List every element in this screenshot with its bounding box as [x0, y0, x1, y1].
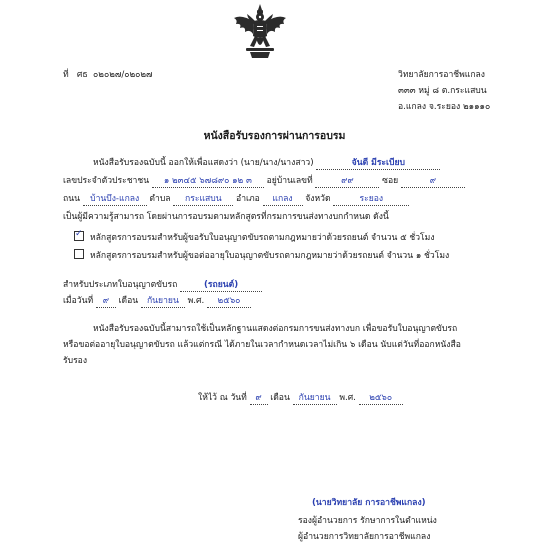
road-value: บ้านบึง-แกลง: [83, 194, 147, 206]
license-date-line: [63, 296, 251, 308]
road-line: [63, 194, 409, 206]
district-label: อำเภอ: [236, 194, 260, 204]
issued-year-label: พ.ศ.: [339, 393, 356, 403]
license-year-label: พ.ศ.: [187, 296, 205, 306]
signer-position-2: ผู้อำนวยการวิทยาลัยการอาชีพแกลง: [298, 532, 431, 542]
signer-position-1: รองผู้อำนวยการ รักษาการในตำแหน่ง: [298, 516, 437, 526]
doc-number-value: ๐๒๐๒๗/๐๒๐๒๗: [93, 70, 153, 80]
soi-value: ๙: [401, 176, 465, 188]
province-value: ระยอง: [333, 194, 409, 206]
license-type-value: (รถยนต์): [180, 280, 262, 292]
issued-date-line: [198, 393, 403, 405]
house-value: ๙๙: [315, 176, 379, 188]
doc-number: [63, 70, 153, 81]
course-1-label: หลักสูตรการอบรมสำหรับผู้ขอรับใบอนุญาตขับรถตามกฎหมายว่าด้วยรถยนต์ จำนวน ๕ ชั่วโมง: [90, 233, 435, 243]
course-option-2[interactable]: [74, 249, 449, 262]
intro-label: หนังสือรับรองฉบับนี้ ออกให้เพื่อแสดงว่า (นาย/นาง/นางสาว): [93, 158, 314, 168]
address-line-2: อ.แกลง จ.ระยอง ๒๑๑๑๐: [398, 102, 491, 112]
house-label: อยู่บ้านเลขที่: [266, 176, 313, 186]
province-label: จังหวัด: [305, 194, 331, 204]
license-type-line: [63, 280, 262, 292]
doc-number-prefix: ศธ: [76, 70, 88, 80]
district-value: แกลง: [263, 194, 303, 206]
issued-day: ๙: [250, 393, 268, 405]
signer-name: (นายวิทยาลัย การอาชีพแกลง): [312, 498, 426, 508]
address-line-1: ๓๓๓ หมู่ ๘ ต.กระแสบน: [398, 86, 487, 96]
validity-line-3: รับรอง: [63, 356, 88, 366]
validity-line-2: หรือขอต่ออายุใบอนุญาตขับรถ แล้วแต่กรณี ได้ภายในเวลากำหนดเวลาไม่เกิน ๖ เดือน นับแต่วันที่ออกหนังสือ: [63, 340, 461, 350]
road-label: ถนน: [63, 194, 80, 204]
college-name: วิทยาลัยการอาชีพแกลง: [398, 70, 485, 80]
id-line: [63, 176, 465, 188]
license-type-label: สำหรับประเภทใบอนุญาตขับรถ: [63, 280, 178, 290]
subdistrict-label: ตำบล: [149, 194, 171, 204]
soi-label: ซอย: [382, 176, 399, 186]
license-month: กันยายน: [141, 296, 185, 308]
course-2-label: หลักสูตรการอบรมสำหรับผู้ขอต่ออายุใบอนุญาตขับรถตามกฎหมายว่าด้วยรถยนต์ จำนวน ๑ ชั่วโมง: [90, 251, 450, 261]
license-year: ๒๕๖๐: [207, 296, 251, 308]
issued-label: ให้ไว้ ณ วันที่: [198, 393, 247, 403]
checkmark-icon: ✓: [75, 229, 83, 239]
issued-month: กันยายน: [293, 393, 337, 405]
subdistrict-value: กระแสบน: [173, 194, 233, 206]
license-month-label: เดือน: [118, 296, 139, 306]
knowledge-text: เป็นผู้มีความรู้สามารถ โดยผ่านการอบรมตามหลักสูตรที่กรมการขนส่งทางบกกำหนด ดังนี้: [63, 212, 389, 222]
license-date-label: เมื่อวันที่: [63, 296, 94, 306]
license-day: ๙: [96, 296, 116, 308]
page-title: หนังสือรับรองการผ่านการอบรม: [203, 130, 346, 142]
garuda-emblem-icon: [232, 2, 288, 60]
course-option-1[interactable]: [74, 231, 435, 244]
id-label: เลขประจำตัวประชาชน: [63, 176, 150, 186]
intro-line: [93, 158, 440, 170]
doc-number-label: ที่: [63, 70, 69, 80]
course-2-checkbox[interactable]: [74, 249, 84, 259]
id-value: ๑ ๒๓๔๕ ๖๗๘๙๐ ๑๒ ๓: [152, 176, 264, 188]
validity-line-1: หนังสือรับรองฉบับนี้สามารถใช้เป็นหลักฐานแสดงต่อกรมการขนส่งทางบก เพื่อขอรับใบอนุญาตขับรถ: [93, 324, 458, 334]
issued-month-label: เดือน: [270, 393, 290, 403]
issued-year: ๒๕๖๐: [359, 393, 403, 405]
person-name: จันดี มีระเบียบ: [316, 158, 440, 170]
course-1-checkbox[interactable]: [74, 231, 84, 241]
